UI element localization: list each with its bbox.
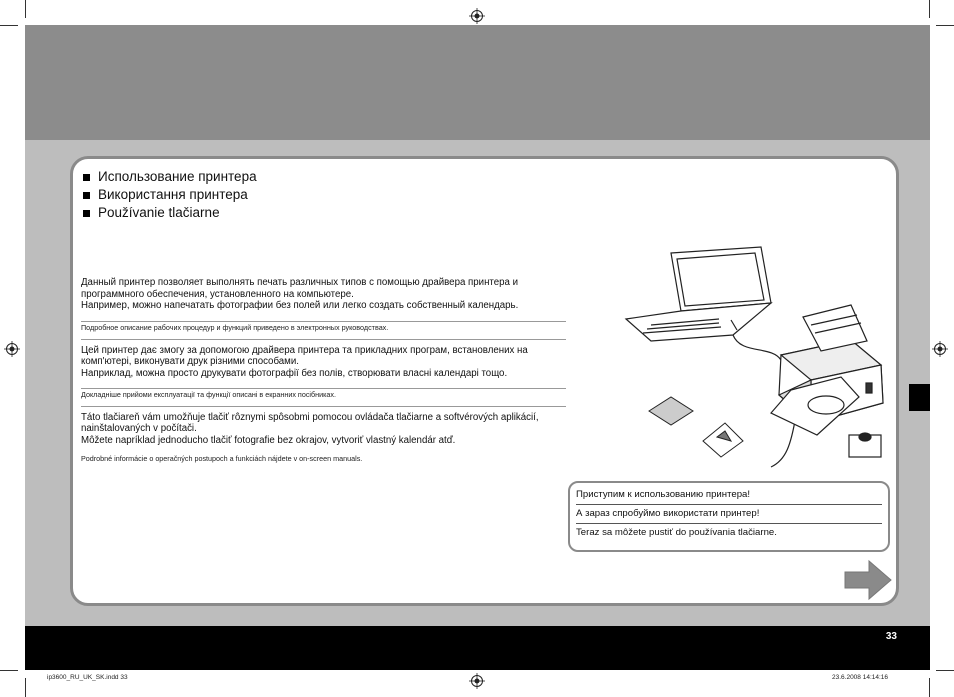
footer-timestamp: 23.6.2008 14:14:16 xyxy=(832,674,889,681)
page-number: 33 xyxy=(885,631,897,642)
paragraph-sk: Táto tlačiareň vám umožňuje tlačiť rôznymi spôsobmi pomocou ovládača tlačiarne a softvérových aplikácií, nainštalovaných v počítači. Môžete napríklad jednoducho tlačiť fotografie bez okrajov, vytvoriť vlastný kalendár atď. xyxy=(81,411,539,446)
registration-mark-icon xyxy=(469,8,485,24)
registration-mark-icon xyxy=(4,341,20,357)
square-bullet-icon xyxy=(83,174,90,181)
square-bullet-icon xyxy=(83,210,90,217)
note-sk: Podrobné informácie o operačných postupoch a funkciách nájdete v on-screen manuals. xyxy=(81,454,363,464)
printer-laptop-illustration xyxy=(621,245,891,470)
callout-uk: А зараз спробуймо використати принтер! xyxy=(576,505,882,524)
divider xyxy=(81,321,566,322)
crop-mark xyxy=(929,678,930,697)
crop-mark xyxy=(25,0,26,18)
footer-band xyxy=(25,626,930,670)
footer-file-name: ip3600_RU_UK_SK.indd 33 xyxy=(47,674,128,681)
crop-mark xyxy=(929,0,930,18)
paragraph-uk: Цей принтер дає змогу за допомогою драйвера принтера та прикладних програм, встановлених на комп'ютері, виконувати друк різними способами. Наприклад, можна просто друкувати фотографії без полів, створювати власні календарі тощо. xyxy=(81,344,528,379)
heading-uk: Використання принтера xyxy=(83,186,257,204)
square-bullet-icon xyxy=(83,192,90,199)
callout-sk: Teraz sa môžete pustiť do používania tlačiarne. xyxy=(576,527,777,538)
divider xyxy=(81,388,566,389)
note-ru: Подробное описание рабочих процедур и функций приведено в электронных руководствах. xyxy=(81,322,389,332)
arrow-right-icon[interactable] xyxy=(843,559,893,601)
section-tab xyxy=(909,384,930,411)
crop-mark xyxy=(936,670,954,671)
crop-mark xyxy=(0,670,18,671)
photo-sheet-icon xyxy=(649,397,743,457)
printer-icon xyxy=(771,305,883,435)
crop-mark xyxy=(0,25,18,26)
heading-sk: Používanie tlačiarne xyxy=(83,204,257,222)
callout-ru: Приступим к использованию принтера! xyxy=(576,486,882,505)
divider xyxy=(81,339,566,340)
getting-started-callout xyxy=(568,481,890,552)
crop-mark xyxy=(25,678,26,697)
heading-list xyxy=(83,168,257,222)
divider xyxy=(81,406,566,407)
header-band xyxy=(25,25,930,140)
crop-mark xyxy=(936,25,954,26)
laptop-icon xyxy=(626,247,771,341)
description-paragraphs xyxy=(81,277,566,464)
content-card xyxy=(70,156,899,606)
note-uk: Докладніше прийоми експлуатації та функції описані в екранних посібниках. xyxy=(81,389,337,399)
registration-mark-icon xyxy=(932,341,948,357)
heading-ru: Использование принтера xyxy=(83,168,257,186)
paragraph-ru: Данный принтер позволяет выполнять печать различных типов с помощью драйвера принтера и программного обеспечения, установленного на компьютере. Например, можно напечатать фотографии без полей или легко создать собственный календарь. xyxy=(81,277,519,312)
power-adapter-icon xyxy=(849,433,881,457)
registration-mark-icon xyxy=(469,673,485,689)
